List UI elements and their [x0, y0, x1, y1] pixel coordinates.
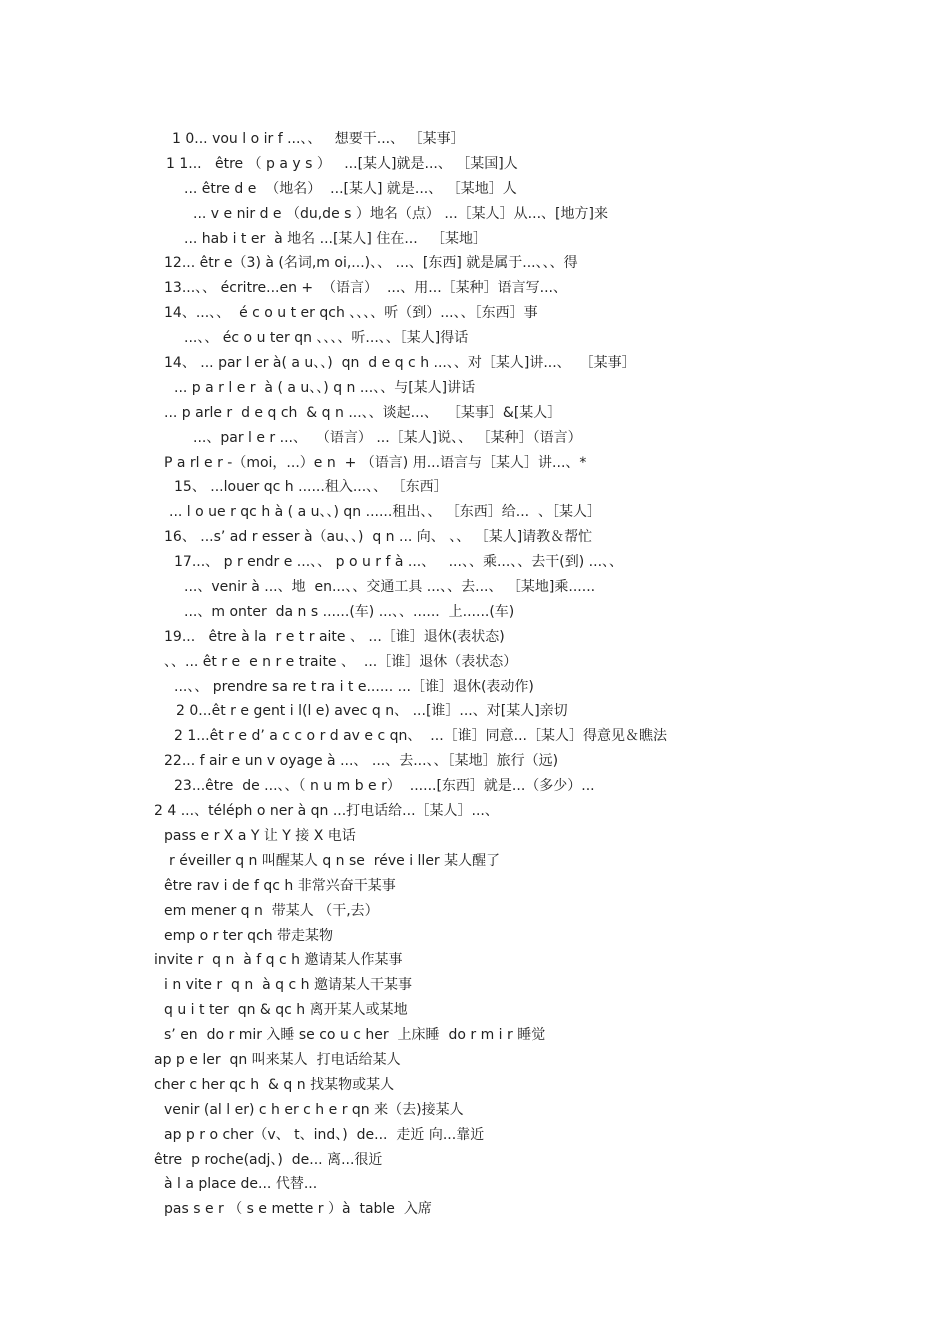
vocabulary-line: 12... êtr e（3) à (名词,m oi,...)、、 ...、[东西] 就是属于...、、、得 [164, 255, 578, 272]
vocabulary-line: 16、 ...s’ ad r esser à（au、、) q n ... 向、 、、 ［某人]请教＆帮忙 [164, 529, 593, 546]
vocabulary-line: em mener q n 带某人 （干,去） [164, 902, 379, 919]
vocabulary-line: ...、、 prendre sa re t ra i t e...... ...［谁］退休(表动作) [174, 678, 534, 695]
vocabulary-line: 15、 ...louer qc h ......租入...、、 ［东西］ [174, 479, 448, 496]
vocabulary-line: pas s e r （ s e mette r ）à table 入席 [164, 1201, 432, 1218]
vocabulary-list [0, 127, 950, 1222]
vocabulary-line: ... v e nir d e （du,de s ）地名（点） ...［某人］从...、[地方]来 [193, 205, 608, 222]
vocabulary-line: 2 0...êt r e gent i l(l e) avec q n、 ...[谁］...、对[某人]亲切 [176, 703, 568, 720]
vocabulary-line: ... l o ue r qc h à ( a u、、) qn ......租出、、 ［东西］给... 、［某人］ [169, 504, 602, 521]
vocabulary-line: 1 1... être （ p a y s ） ...[某人]就是...、 ［某国]人 [166, 155, 518, 172]
vocabulary-line: 22... f air e un v oyage à ...、 ...、去...、、［某地］旅行（远) [164, 753, 559, 770]
vocabulary-line: à l a place de... 代替... [164, 1176, 318, 1193]
vocabulary-line: ... p a r l e r à ( a u、、) q n ...、、与[某人]讲话 [174, 379, 476, 396]
vocabulary-line: 23...être de ...、、（ n u m b e r） ......[东西］就是...（多少）... [174, 778, 595, 795]
vocabulary-line: 1 0... vou l o ir f ...、、 想要干...、 ［某事］ [172, 131, 465, 147]
vocabulary-line: 19... être à la r e t r aite 、 ...［谁］退休(表状态) [164, 628, 505, 645]
vocabulary-line: i n vite r q n à q c h 邀请某人干某事 [164, 977, 412, 994]
vocabulary-line: ...、m onter da n s ......(车) ...、、...... 上......(车) [184, 603, 515, 620]
vocabulary-line: 2 4 ...、téléph o ner à qn ...打电话给...［某人］...、 [154, 803, 499, 820]
vocabulary-line: r éveiller q n 叫醒某人 q n se réve i ller 某人醒了 [169, 852, 501, 869]
vocabulary-line: 17...、 p r endr e ...、、 p o u r f à ...、 ...、、乘...、、去干(到) ...、、 [174, 554, 624, 571]
vocabulary-line: ap p r o cher（v、 t、ind、) de... 走近 向...靠近 [164, 1126, 485, 1143]
vocabulary-line: être rav i de f qc h 非常兴奋干某事 [164, 877, 396, 894]
vocabulary-line: cher c her qc h & q n 找某物或某人 [154, 1076, 395, 1093]
vocabulary-line: venir (al l er) c h er c h e r qn 来（去)接某人 [164, 1101, 464, 1118]
vocabulary-line: emp o r ter qch 带走某物 [164, 927, 334, 944]
vocabulary-line: ...、par l e r ...、 （语言） ...［某人]说、、 ［某种］（语言） [193, 429, 582, 446]
vocabulary-line: invite r q n à f q c h 邀请某人作某事 [154, 952, 403, 969]
vocabulary-line: 14、...、、 é c o u t er qch 、、、、听（到）...、、［东西］事 [164, 305, 538, 322]
vocabulary-line: ... p arle r d e q ch & q n ...、、谈起...、 ［某事］&[某人］ [164, 404, 562, 421]
vocabulary-line: ...、venir à ...、地 en...、、交通工具 ...、、去...、 ［某地]乘...... [184, 579, 596, 596]
vocabulary-line: ... être d e （地名） ...[某人] 就是...、 ［某地］人 [184, 180, 517, 197]
vocabulary-line: q u i t ter qn & qc h 离开某人或某地 [164, 1002, 408, 1019]
vocabulary-line: 、、... êt r e e n r e traite 、 ...［谁］退休（表状态） [164, 653, 518, 670]
vocabulary-line: ap p e ler qn 叫来某人 打电话给某人 [154, 1051, 401, 1068]
vocabulary-line: être p roche(adj、) de... 离...很近 [154, 1151, 383, 1168]
vocabulary-line: 13...、、 écritre...en + （语言） ...、用...［某种］语言写...、 [164, 280, 567, 297]
vocabulary-line: ...、、 éc o u ter qn 、、、、听...、、［某人]得话 [184, 330, 469, 347]
vocabulary-line: s’ en do r mir 入睡 se co u c her 上床睡 do r m i r 睡觉 [164, 1027, 546, 1044]
vocabulary-line: 2 1...êt r e d’ a c c o r d av e c qn、 ...［谁］同意...［某人］得意见＆瞧法 [174, 728, 667, 745]
vocabulary-line: pass e r X a Y 让 Y 接 X 电话 [164, 827, 356, 844]
vocabulary-line: P a rl e r -（moi，...）e n + （语言) 用...语言与［某人］讲...、* [164, 454, 587, 471]
vocabulary-line: 14、 ... par l er à( a u、、) qn d e q c h ...、、对［某人]讲...、 ［某事］ [164, 355, 636, 372]
vocabulary-line: ... hab i t er à 地名 ...[某人] 住在... ［某地］ [184, 230, 488, 247]
